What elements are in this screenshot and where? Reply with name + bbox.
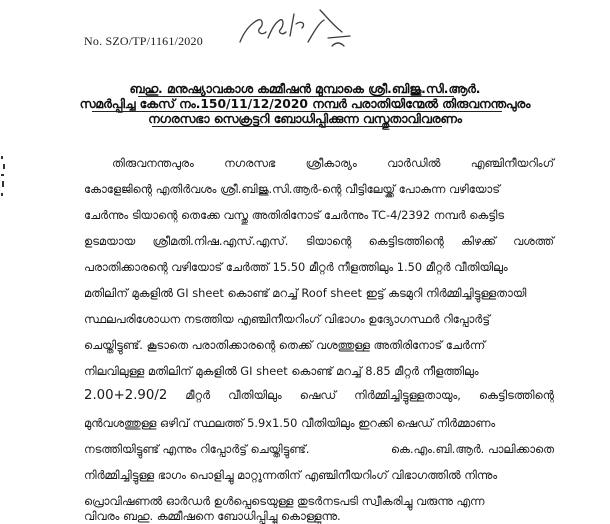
body-line xyxy=(84,442,554,457)
body-text: പ്രൊവിഷണൽ ഓർഡർ ഉൾപ്പെടെയുള്ള തുടർനടപടി സ്വീകരിച്ചു വരുന്നു എന്ന xyxy=(84,494,485,508)
heading-underline-3 xyxy=(152,126,442,127)
body-word: തിരുവനന്തപുരം xyxy=(112,156,194,170)
body-word: മീറ്റർ xyxy=(185,388,211,402)
handwritten-stamp xyxy=(232,2,352,52)
body-text: നിർമ്മിച്ചിട്ടുള്ള ഭാഗം പൊളിച്ചു മാറ്റുന്നതിന് എഞ്ചിനീയറിംഗ് വിഭാഗത്തിൽ നിന്നും xyxy=(84,468,498,482)
body-line xyxy=(84,388,554,403)
body-word: വശത്ത് xyxy=(513,234,554,248)
body-text: മതിലിന് മുകളിൽ GI sheet കൊണ്ട് മറച്ച് Roof sheet ഇട്ട് കടമുറി നിർമ്മിച്ചിട്ടുള്ളതായി xyxy=(84,286,527,300)
body-line xyxy=(84,182,554,197)
scan-edge-mark xyxy=(0,150,8,210)
body-text: പരാതിക്കാരന്റെ വഴിയോട് ചേർത്ത് 15.50 മീറ്റർ നീളത്തിലും 1.50 മീറ്റർ വീതിയിലും xyxy=(84,260,508,274)
heading-line-2: സമർപ്പിച്ച കേസ് നം.150/11/12/2020 നമ്പർ പരാതിയിന്മേൽ തിരുവനന്തപുരം xyxy=(79,97,531,111)
body-word: ശ്രീമതി.നിഷ.എസ്.എസ്. xyxy=(152,234,289,248)
body-word: എഞ്ചിനീയറിംഗ് xyxy=(470,156,554,170)
body-line xyxy=(84,286,554,301)
body-text: ചേർന്നും ടിയാന്റെ തെക്കേ വസ്തു അതിരിനോട് ചേർന്നും TC-4/2392 നമ്പർ കെട്ടിട xyxy=(84,208,505,222)
body-line xyxy=(84,364,554,379)
body-word: ഉടമയായ xyxy=(84,234,136,248)
body-word: വീതിയിലും xyxy=(228,388,282,402)
document-number: No. SZO/TP/1161/2020 xyxy=(84,34,203,48)
body-text: കെ.എം.ബി.ആർ. പാലിക്കാതെ xyxy=(390,442,554,456)
body-word: കെട്ടിടത്തിന്റെ xyxy=(478,388,554,402)
body-word: കിഴക്ക് xyxy=(461,234,496,248)
body-line xyxy=(112,156,554,171)
body-line xyxy=(84,338,554,353)
body-word: ഷെഡ് xyxy=(299,388,337,402)
body-text: വിവരം ബഹു. കമ്മീഷനെ ബോധിപ്പിച്ചു കൊള്ളുന്നു. xyxy=(84,509,341,523)
body-text: ചെയ്തിട്ടുണ്ട്. കൂടാതെ പരാതിക്കാരന്റെ തെക്ക് വശത്തുള്ള അതിരിനോട് ചേർന്ന് xyxy=(84,338,486,352)
body-text: കോളേജിന്റെ എതിർവശം ശ്രീ.ബിജു.സി.ആർ-ന്റെ വീട്ടിലേയ്ക്ക് പോകുന്ന വഴിയോട് xyxy=(84,182,500,196)
heading-line-1: ബഹു. മനുഷ്യാവകാശ കമ്മീഷൻ മുമ്പാകെ ശ്രീ.ബിജു.സി.ആർ. xyxy=(129,82,481,96)
body-word: 2.00+2.90/2 xyxy=(84,388,168,403)
body-text: നിലവിലുള്ള മതിലിന് മുകളിൽ GI sheet കൊണ്ട് മറച്ച് 8.85 മീറ്റർ നീളത്തിലും xyxy=(84,364,479,378)
body-line xyxy=(84,468,554,483)
body-word: നഗരസഭ xyxy=(224,156,276,170)
body-word: കെട്ടിടത്തിന്റെ xyxy=(368,234,444,248)
body-line xyxy=(84,234,554,249)
body-text: മുൻവശത്തുള്ള ഒഴിവ് സ്ഥലത്ത് 5.9x1.50 വീതിയിലും ഇറക്കി ഷെഡ് നിർമ്മാണം xyxy=(84,416,496,430)
body-word: ടിയാന്റെ xyxy=(305,234,352,248)
body-line xyxy=(84,494,554,509)
body-word: വാർഡിൽ xyxy=(387,156,441,170)
body-word: ശ്രീകാര്യം xyxy=(305,156,357,170)
body-word: നിർമ്മിച്ചിട്ടുള്ളതായും, xyxy=(354,388,461,402)
body-line xyxy=(84,416,554,431)
body-line xyxy=(84,208,554,223)
body-text: നടത്തിയിട്ടുണ്ട് എന്നും റിപ്പോർട്ട് ചെയ്തിട്ടുണ്ട്. xyxy=(84,442,310,456)
body-line xyxy=(84,509,554,524)
heading-line-3: നഗരസഭാ സെക്രട്ടറി ബോധിപ്പിക്കുന്ന വസ്തുതാവിവരണം xyxy=(148,112,462,126)
body-text: സ്ഥലപരിശോധന നടത്തിയ എഞ്ചിനീയറിംഗ് വിഭാഗം ഉദ്യോഗസ്ഥർ റിപ്പോർട്ട് xyxy=(84,312,490,326)
body-line xyxy=(84,260,554,275)
body-line xyxy=(84,312,554,327)
